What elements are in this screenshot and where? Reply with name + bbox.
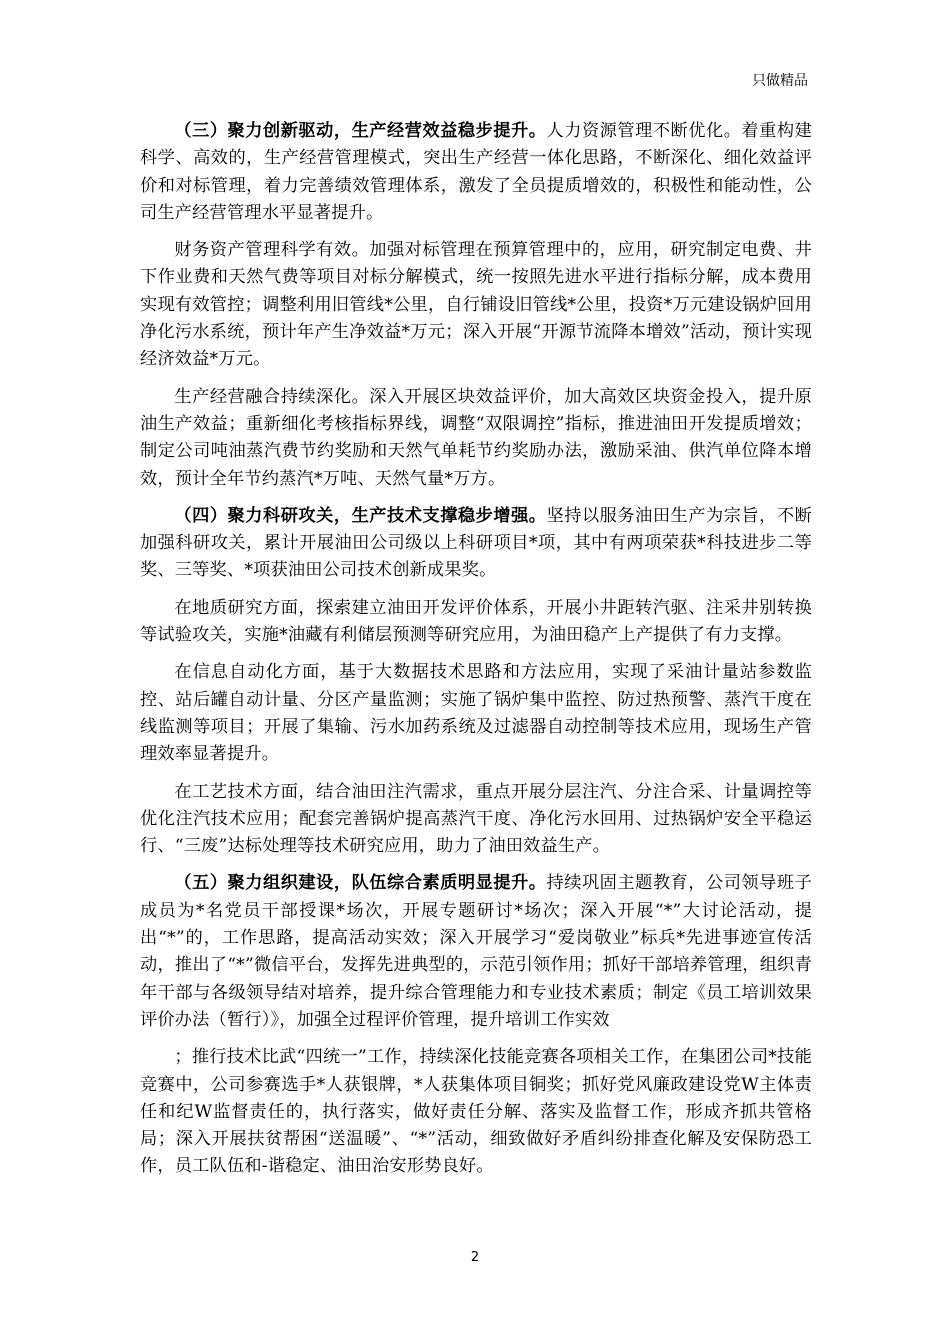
paragraph-finance — [140, 237, 812, 373]
section-3-text: 人力资源管理不断优化。着重构建科学、高效的，生产经营管理模式，突出生产经营一体化思路，不断深化、细化效益评价和对标管理，着力完善绩效管理体系，激发了全员提质增效的，积极性和能动性，公司生产经营管理水平显著提升。 — [140, 121, 812, 223]
section-5-heading: （五）聚力组织建设，队伍综合素质明显提升。 — [174, 873, 547, 894]
paragraph-section-5 — [140, 870, 812, 1034]
section-5-text: 持续巩固主题教育，公司领导班子成员为*名党员干部授课*场次，开展专题研讨*场次；深入开展“*”大讨论活动，提出“*”的，工作思路，提高活动实效；深入开展学习“爱岗敬业”标兵*先进事迹宣传活动，推出了“*”微信平台，发挥先进典型的，示范引领作用；抓好干部培养管理，组织青年干部与各级领导结对培养，提升综合管理能力和专业技术素质；制定《员工培训效果评价办法（暂行）》，加强全过程评价管理，提升培训工作实效 — [140, 873, 812, 1030]
paragraph-automation — [140, 659, 812, 768]
page-header: 只做精品 — [752, 73, 808, 89]
paragraph-section-3 — [140, 118, 812, 227]
paragraph-technology — [140, 779, 812, 861]
paragraph-section-4 — [140, 503, 812, 585]
continuation-text: ；推行技术比武“四统一”工作，持续深化技能竞赛各项相关工作，在集团公司*技能竞赛中，公司参赛选手*人获银牌，*人获集体项目铜奖；抓好党风廉政建设党W主体责任和纪W监督责任的，执行落实，做好责任分解、落实及监督工作，形成齐抓共管格局；深入开展扶贫帮困“送温暖”、“*”活动，细致做好矛盾纠纷排查化解及安保防恐工作，员工队伍和-谐稳定、油田治安形势良好。 — [140, 1047, 812, 1177]
section-4-text: 坚持以服务油田生产为宗旨，不断加强科研攻关，累计开展油田公司级以上科研项目*项，其中有两项荣获*科技进步二等奖、三等奖、*项获油田公司技术创新成果奖。 — [140, 505, 812, 581]
technology-text: 在工艺技术方面，结合油田注汽需求，重点开展分层注汽、分注合采、计量调控等优化注汽技术应用；配套完善锅炉提高蒸汽干度、净化污水回用、过热锅炉安全平稳运行、“三废”达标处理等技术研究应用，助力了油田效益生产。 — [140, 781, 812, 857]
section-4-heading: （四）聚力科研攻关，生产技术支撑稳步增强。 — [174, 505, 547, 526]
paragraph-production — [140, 384, 812, 493]
finance-text: 财务资产管理科学有效。加强对标管理在预算管理中的，应用，研究制定电费、井下作业费和天然气费等项目对标分解模式，统一按照先进水平进行指标分解，成本费用实现有效管控；调整利用旧管线*公里，自行铺设旧管线*公里，投资*万元建设锅炉回用净化污水系统，预计年产生净效益*万元；深入开展“开源节流降本增效”活动，预计实现经济效益*万元。 — [140, 240, 812, 370]
page-number: 2 — [470, 1250, 480, 1265]
document-body — [140, 118, 812, 1191]
paragraph-continuation — [140, 1044, 812, 1180]
production-text: 生产经营融合持续深化。深入开展区块效益评价，加大高效区块资金投入，提升原油生产效益；重新细化考核指标界线，调整“双限调控”指标，推进油田开发提质增效；制定公司吨油蒸汽费节约奖励和天然气单耗节约奖励办法，激励采油、供汽单位降本增效，预计全年节约蒸汽*万吨、天然气量*万方。 — [140, 386, 812, 489]
section-3-heading: （三）聚力创新驱动，生产经营效益稳步提升。 — [174, 121, 547, 141]
geology-text: 在地质研究方面，探索建立油田开发评价体系，开展小井距转汽驱、注采井别转换等试验攻关，实施*油藏有利储层预测等研究应用，为油田稳产上产提供了有力支撑。 — [140, 597, 812, 646]
automation-text: 在信息自动化方面，基于大数据技术思路和方法应用，实现了采油计量站参数监控、站后罐自动计量、分区产量监测；实施了锅炉集中监控、防过热预警、蒸汽干度在线监测等项目；开展了集输、污水加药系统及过滤器自动控制等技术应用，现场生产管理效率显著提升。 — [140, 662, 812, 765]
paragraph-geology — [140, 595, 812, 650]
